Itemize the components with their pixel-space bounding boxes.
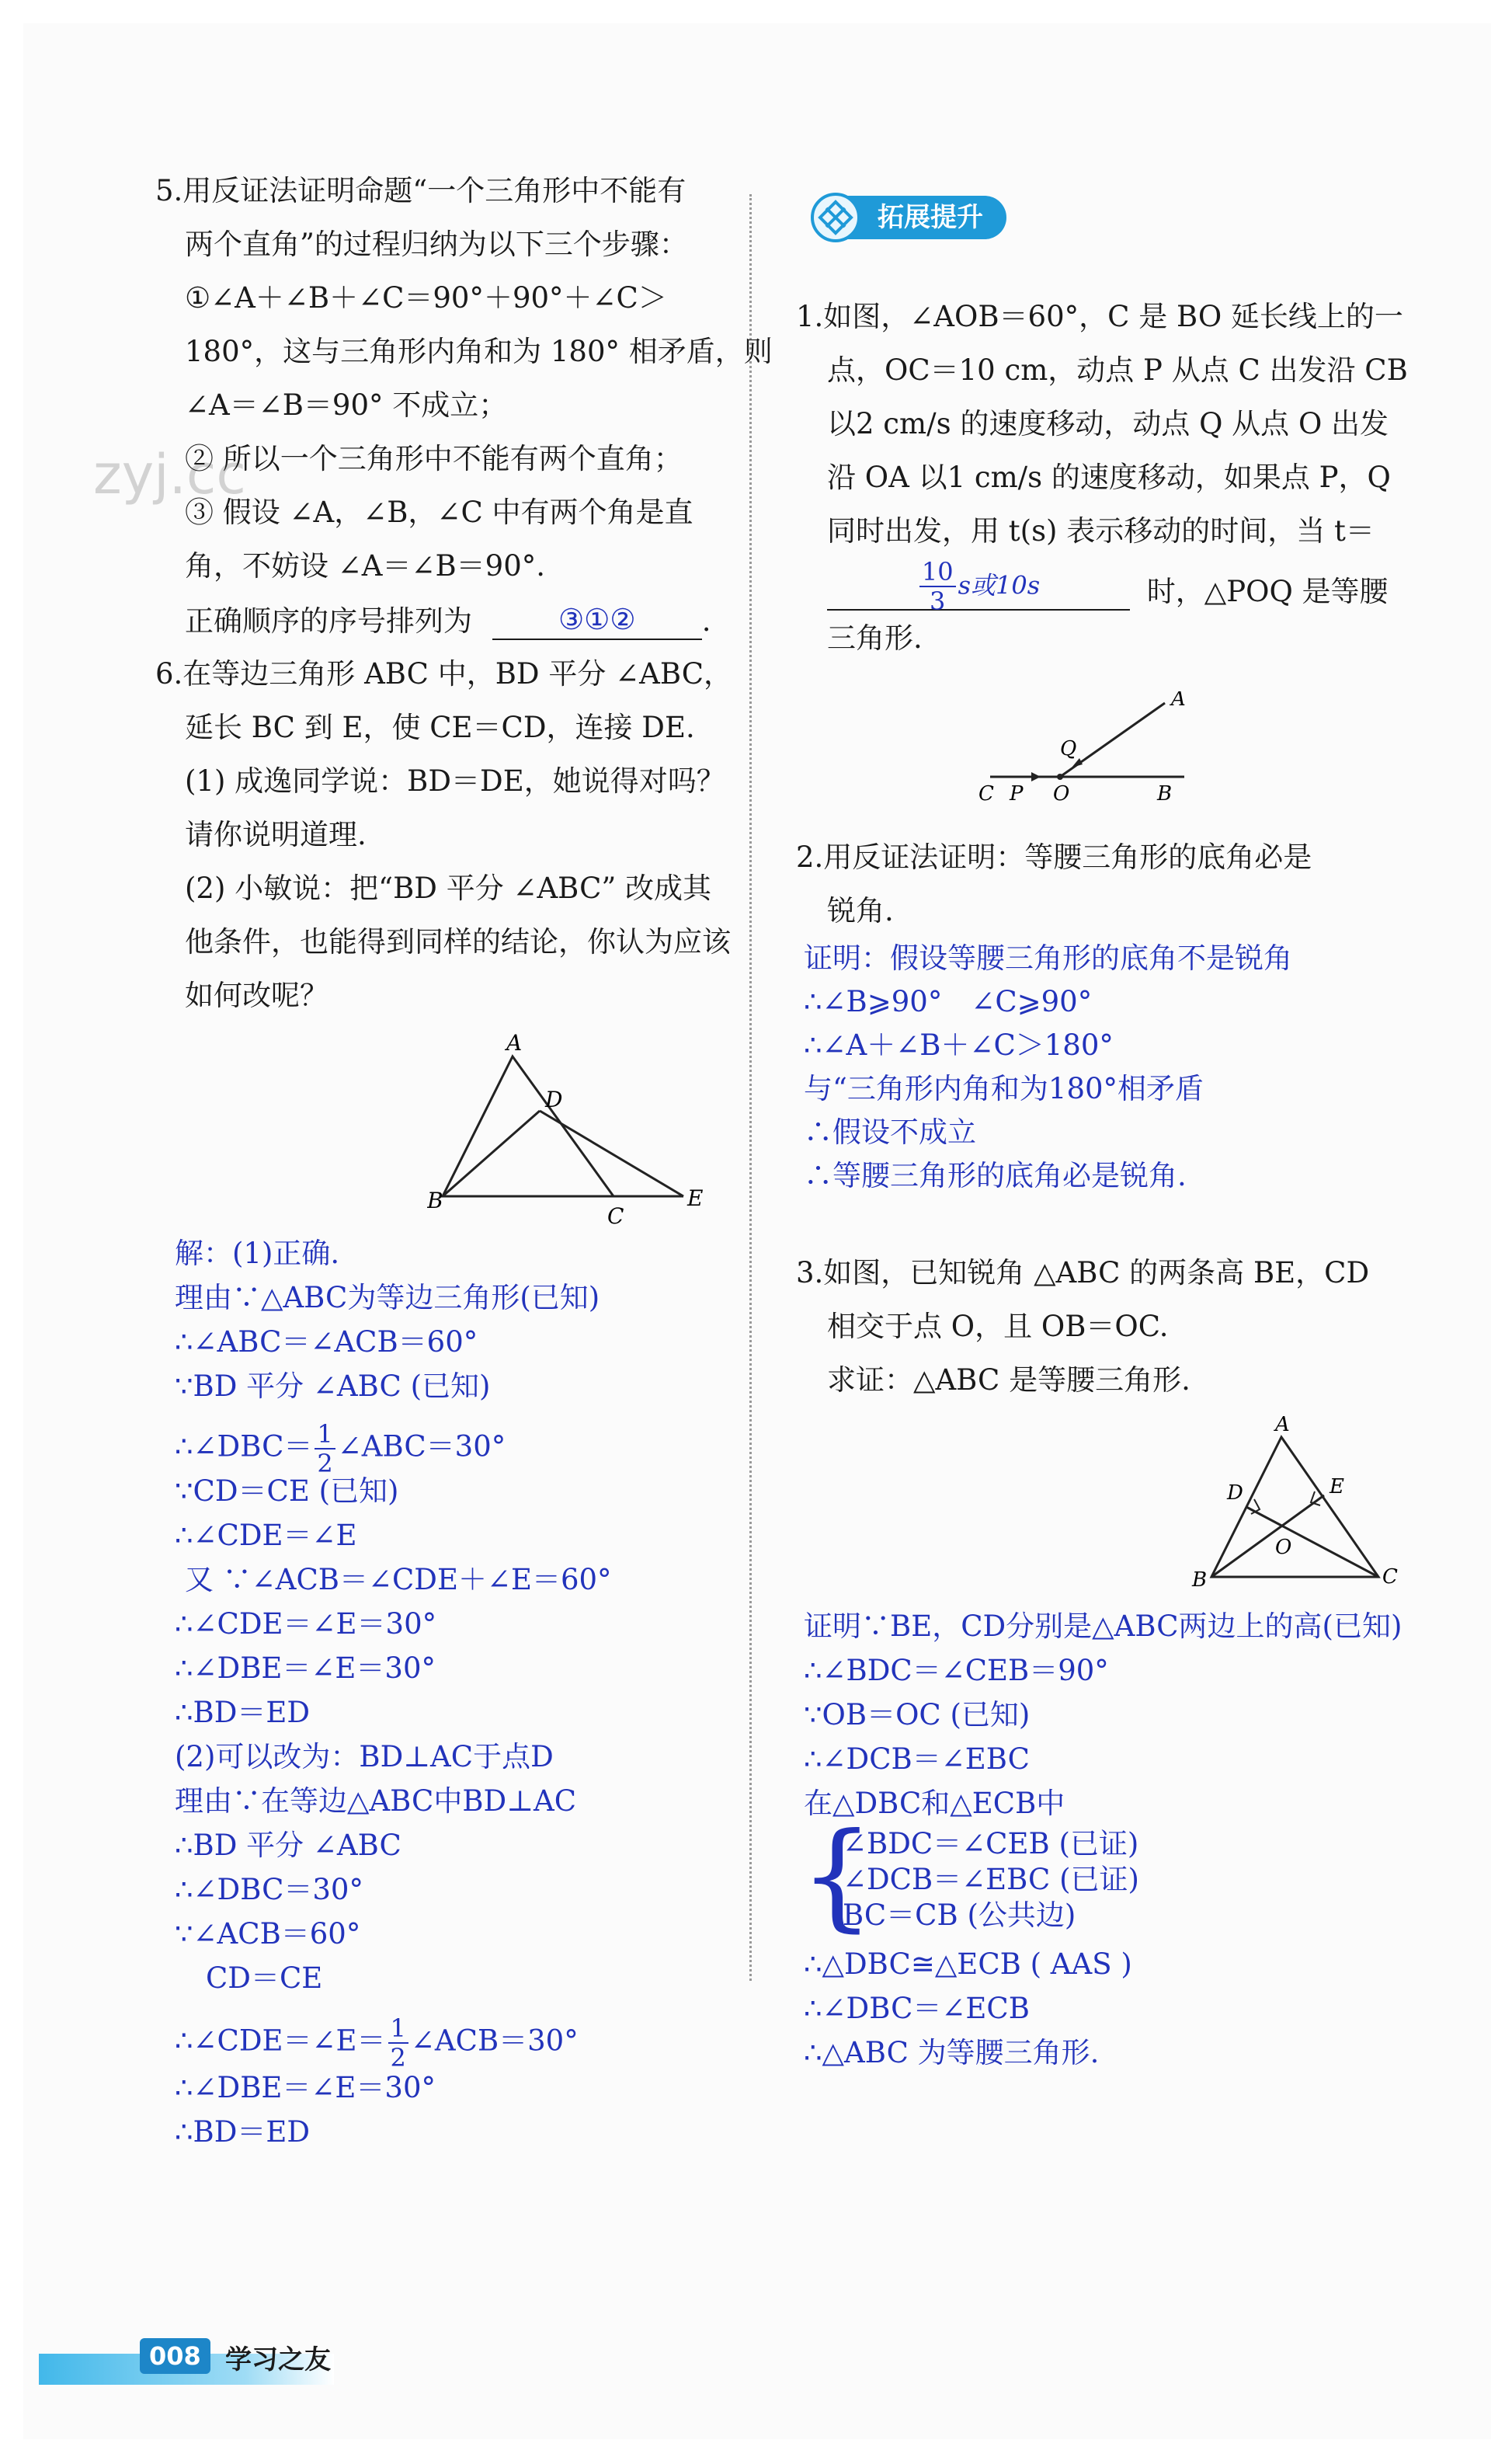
q1-answer-frac	[919, 559, 956, 614]
sol3-line-4: ∴∠DCB＝∠EBC	[804, 1742, 1030, 1776]
q1-answer-den: 3	[930, 586, 946, 616]
sol3-line-6: ∴△DBC≅△ECB ( AAS )	[804, 1947, 1132, 1981]
sol3-line-2: ∴∠BDC＝∠CEB＝90°	[804, 1654, 1109, 1687]
column-divider	[749, 194, 752, 1981]
sol2-line-5: ∴假设不成立	[804, 1115, 976, 1149]
sol3-brace: {	[800, 1808, 874, 1944]
sol6-frac1-post: ∠ABC＝30°	[337, 1429, 506, 1463]
q1-answer-post: s或10s	[958, 570, 1041, 600]
sol6-line-13: ∴BD 平分 ∠ABC	[175, 1829, 401, 1862]
q1-answer-blank	[827, 557, 1130, 616]
q6-line-1: 6.在等边三角形 ABC 中，BD 平分 ∠ABC，	[155, 657, 733, 691]
q5-line-8: 角，不妨设 ∠A＝∠B＝90°.	[185, 549, 546, 583]
q1-line-6: 三角形.	[827, 621, 923, 655]
watermark: zyj.cc	[93, 443, 246, 506]
q6-line-6: 他条件，也能得到同样的结论，你认为应该	[185, 925, 731, 959]
sol2-line-4: 与“三角形内角和为180°相矛盾	[804, 1072, 1204, 1105]
sol6-frac2-pre: ∴∠CDE＝∠E＝	[175, 2024, 386, 2058]
fig6-label-d: D	[545, 1087, 563, 1112]
figure-q3-triangle	[1188, 1414, 1406, 1592]
sol6-line-17: ∴∠DBE＝∠E＝30°	[175, 2071, 436, 2104]
sol2-line-2: ∴∠B⩾90° ∠C⩾90°	[804, 985, 1093, 1018]
sol2-line-1: 证明：假设等腰三角形的底角不是锐角	[804, 941, 1292, 975]
sol6-frac1	[315, 1419, 335, 1478]
sol3-brace-line-2: ∠DCB＝∠EBC (已证)	[843, 1863, 1139, 1896]
fig1-label-c: C	[978, 782, 994, 806]
q6-line-7: 如何改呢？	[185, 979, 328, 1012]
fig3-label-a: A	[1275, 1414, 1290, 1436]
q5-line-6: ② 所以一个三角形中不能有两个直角；	[185, 442, 683, 475]
sol6-line-10: ∴BD＝ED	[175, 1696, 311, 1729]
q1-line-1: 1.如图，∠AOB＝60°，C 是 BO 延长线上的一	[796, 300, 1403, 333]
q1-line-5: 同时出发，用 t(s) 表示移动的时间，当 t＝	[827, 514, 1375, 548]
page-number: 008	[140, 2338, 210, 2374]
sol6-frac-line-2	[175, 2013, 579, 2072]
sol6-frac2-den: 2	[390, 2043, 406, 2072]
fig6-label-c: C	[607, 1203, 624, 1227]
sol6-line-2: 理由∵△ABC为等边三角形(已知)	[175, 1281, 600, 1314]
sol6-line-11: (2)可以改为：BD⊥AC于点D	[175, 1740, 554, 1773]
sol6-frac2-num: 1	[388, 2016, 408, 2044]
q5-line-4: 180°，这与三角形内角和为 180° 相矛盾，则	[185, 335, 773, 368]
q6-line-4: 请你说明道理.	[185, 818, 367, 851]
q5-line-5: ∠A＝∠B＝90° 不成立；	[185, 388, 508, 422]
book-title: 学习之友	[225, 2344, 331, 2375]
sol6-line-1: 解：(1)正确.	[175, 1237, 340, 1270]
q1-tail: 时，△POQ 是等腰	[1146, 575, 1389, 608]
sol3-line-7: ∴∠DBC＝∠ECB	[804, 1992, 1030, 2025]
q6-line-2: 延长 BC 到 E，使 CE＝CD，连接 DE.	[185, 711, 695, 744]
q5-answer-line	[185, 601, 711, 640]
sol6-line-14: ∴∠DBC＝30°	[175, 1873, 363, 1906]
sol6-frac2	[388, 2013, 408, 2072]
fig6-label-b: B	[427, 1188, 443, 1213]
figure-q6-triangle	[427, 1033, 707, 1227]
sol6-line-7: 又 ∵∠ACB＝∠CDE＋∠E＝60°	[185, 1563, 612, 1596]
sol3-brace-line-1: ∠BDC＝∠CEB (已证)	[843, 1827, 1139, 1860]
fig3-label-o: O	[1275, 1536, 1292, 1559]
q3-line-3: 求证：△ABC 是等腰三角形.	[827, 1363, 1190, 1397]
section-badge	[815, 196, 1006, 239]
sol6-line-15: ∵∠ACB＝60°	[175, 1917, 361, 1951]
sol3-line-8: ∴△ABC 为等腰三角形.	[804, 2036, 1100, 2069]
q6-line-5: (2) 小敏说：把“BD 平分 ∠ABC” 改成其	[185, 872, 712, 905]
q1-line-3: 以2 cm/s 的速度移动，动点 Q 从点 O 出发	[827, 407, 1389, 440]
sol6-frac1-den: 2	[317, 1449, 333, 1478]
sol6-line-16: CD＝CE	[206, 1961, 323, 1995]
fig6-label-e: E	[687, 1185, 704, 1211]
q5-answer-blank: ③①②	[492, 601, 702, 640]
sol6-line-12: 理由∵在等边△ABC中BD⊥AC	[175, 1784, 577, 1818]
sol6-line-4: ∵BD 平分 ∠ABC (已知)	[175, 1369, 491, 1403]
q5-answer-suffix: .	[701, 604, 711, 638]
q3-line-1: 3.如图，已知锐角 △ABC 的两条高 BE，CD	[796, 1256, 1370, 1289]
sol6-line-9: ∴∠DBE＝∠E＝30°	[175, 1651, 436, 1685]
fig1-label-o: O	[1053, 782, 1070, 806]
badge-pattern-icon	[809, 191, 862, 244]
sol3-line-5: 在△DBC和△ECB中	[804, 1787, 1065, 1820]
fig1-label-b: B	[1157, 782, 1173, 806]
fig1-label-q: Q	[1060, 737, 1077, 760]
sol6-line-5: ∵CD＝CE (已知)	[175, 1474, 399, 1508]
fig3-label-d: D	[1227, 1481, 1243, 1505]
fig3-label-e: E	[1330, 1475, 1344, 1498]
q1-line-4: 沿 OA 以1 cm/s 的速度移动，如果点 P，Q	[827, 461, 1391, 494]
fig1-label-a: A	[1171, 691, 1186, 711]
q5-line-1: 5.用反证法证明命题“一个三角形中不能有	[155, 174, 686, 207]
section-badge-label: 拓展提升	[878, 202, 983, 233]
sol3-line-3: ∵OB＝OC (已知)	[804, 1698, 1031, 1731]
sol2-line-3: ∴∠A＋∠B＋∠C＞180°	[804, 1028, 1114, 1062]
fig1-label-p: P	[1010, 782, 1024, 806]
fig6-label-a: A	[506, 1033, 523, 1056]
page	[23, 23, 1491, 2439]
sol6-line-8: ∴∠CDE＝∠E＝30°	[175, 1607, 437, 1641]
figure-q1-angle	[978, 691, 1235, 816]
q2-line-2: 锐角.	[827, 894, 894, 927]
fig3-label-b: B	[1192, 1568, 1208, 1592]
sol6-frac-line-1	[175, 1419, 506, 1478]
sol3-brace-line-3: BC＝CB (公共边)	[843, 1898, 1076, 1932]
q5-line-3: ①∠A＋∠B＋∠C＝90°＋90°＋∠C＞	[185, 281, 667, 315]
q5-line-7: ③ 假设 ∠A，∠B，∠C 中有两个角是直	[185, 496, 693, 529]
sol6-line-3: ∴∠ABC＝∠ACB＝60°	[175, 1325, 478, 1359]
fig3-label-c: C	[1382, 1565, 1398, 1589]
sol6-frac1-pre: ∴∠DBC＝	[175, 1429, 313, 1463]
sol6-line-6: ∴∠CDE＝∠E	[175, 1519, 357, 1552]
q5-answer-prefix: 正确顺序的序号排列为	[185, 604, 472, 638]
sol6-line-18: ∴BD＝ED	[175, 2115, 311, 2149]
q5-line-2: 两个直角”的过程归纳为以下三个步骤：	[185, 228, 688, 261]
sol3-line-1: 证明∵BE，CD分别是△ABC两边上的高(已知)	[804, 1610, 1403, 1643]
q6-line-3: (1) 成逸同学说：BD＝DE，她说得对吗？	[185, 764, 725, 798]
q2-line-1: 2.用反证法证明：等腰三角形的底角必是	[796, 840, 1312, 874]
q3-line-2: 相交于点 O，且 OB＝OC.	[827, 1310, 1169, 1343]
sol2-line-6: ∴等腰三角形的底角必是锐角.	[804, 1159, 1187, 1192]
q1-line-2: 点，OC＝10 cm，动点 P 从点 C 出发沿 CB	[827, 353, 1408, 387]
sol6-frac1-num: 1	[315, 1422, 335, 1450]
q1-answer-num: 10	[919, 559, 956, 587]
sol6-frac2-post: ∠ACB＝30°	[410, 2024, 579, 2058]
q1-answer-line	[827, 557, 1389, 616]
